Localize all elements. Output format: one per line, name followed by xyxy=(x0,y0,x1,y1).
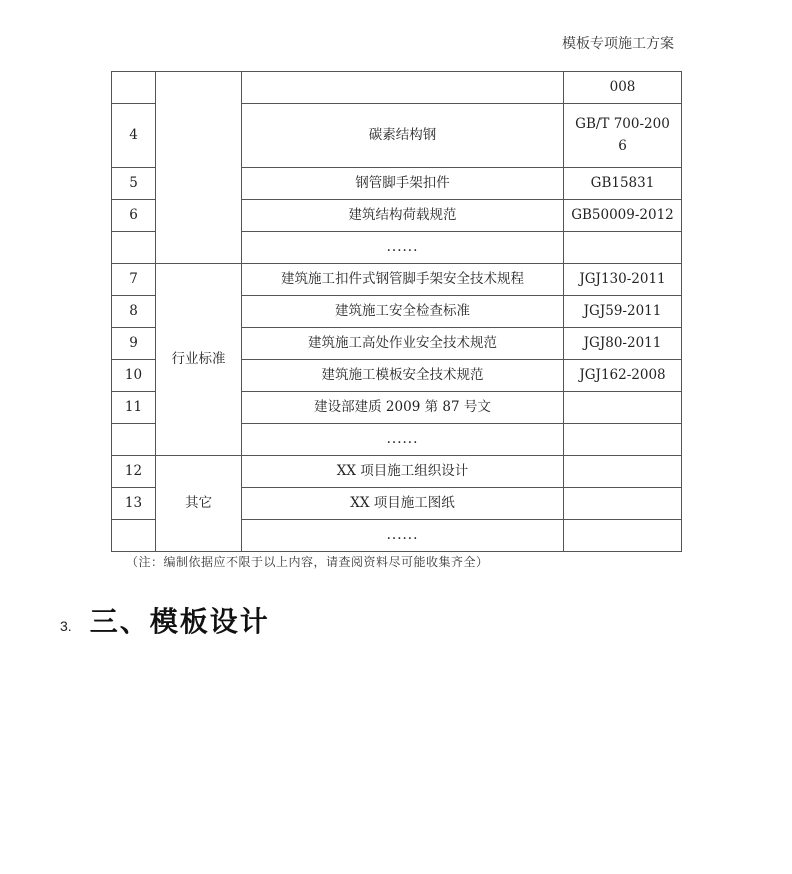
category-other: 其它 xyxy=(156,456,242,552)
standard-code xyxy=(564,392,682,424)
standard-name: 碳素结构钢 xyxy=(242,104,564,168)
row-number: 5 xyxy=(112,168,156,200)
standard-code: JGJ162-2008 xyxy=(564,360,682,392)
standard-name: 建筑施工扣件式钢管脚手架安全技术规程 xyxy=(242,264,564,296)
row-number xyxy=(112,520,156,552)
standard-code xyxy=(564,424,682,456)
standard-name: 钢管脚手架扣件 xyxy=(242,168,564,200)
standard-name: 建筑施工安全检查标准 xyxy=(242,296,564,328)
standard-code xyxy=(564,232,682,264)
standard-code: GB15831 xyxy=(564,168,682,200)
ellipsis-cell: ...... xyxy=(242,424,564,456)
row-number: 12 xyxy=(112,456,156,488)
row-number: 4 xyxy=(112,104,156,168)
section-title: 三、模板设计 xyxy=(89,605,270,638)
standard-code-line2: 6 xyxy=(618,137,627,154)
table-row xyxy=(112,72,682,104)
standard-code xyxy=(564,104,682,168)
standard-name: 建设部建质 2009 第 87 号文 xyxy=(242,392,564,424)
row-number: 8 xyxy=(112,296,156,328)
row-number: 10 xyxy=(112,360,156,392)
table-row xyxy=(112,456,682,488)
standard-code: JGJ130-2011 xyxy=(564,264,682,296)
row-number: 9 xyxy=(112,328,156,360)
page-header-title: 模板专项施工方案 xyxy=(562,36,674,52)
standard-code xyxy=(564,488,682,520)
row-number: 11 xyxy=(112,392,156,424)
row-number xyxy=(112,72,156,104)
row-number xyxy=(112,232,156,264)
standard-code-line1: GB/T 700-200 xyxy=(575,115,670,132)
standard-code: JGJ59-2011 xyxy=(564,296,682,328)
row-number: 7 xyxy=(112,264,156,296)
row-number xyxy=(112,424,156,456)
ellipsis-cell: ...... xyxy=(242,520,564,552)
ellipsis-cell: ...... xyxy=(242,232,564,264)
section-number: 3. xyxy=(60,618,72,634)
standard-code: 008 xyxy=(564,72,682,104)
standard-name xyxy=(242,72,564,104)
standard-code: GB50009-2012 xyxy=(564,200,682,232)
standard-name: 建筑施工高处作业安全技术规范 xyxy=(242,328,564,360)
standard-name: XX 项目施工图纸 xyxy=(242,488,564,520)
standard-name: XX 项目施工组织设计 xyxy=(242,456,564,488)
category-cell-blank xyxy=(156,72,242,264)
standard-code xyxy=(564,456,682,488)
standard-name: 建筑施工模板安全技术规范 xyxy=(242,360,564,392)
category-industry: 行业标准 xyxy=(156,264,242,456)
standards-table xyxy=(111,71,682,552)
standard-code xyxy=(564,520,682,552)
section-heading xyxy=(60,600,270,640)
standard-code: JGJ80-2011 xyxy=(564,328,682,360)
table-note: （注：编制依据应不限于以上内容，请查阅资料尽可能收集齐全） xyxy=(126,555,489,569)
row-number: 6 xyxy=(112,200,156,232)
table-row xyxy=(112,264,682,296)
row-number: 13 xyxy=(112,488,156,520)
standard-name: 建筑结构荷载规范 xyxy=(242,200,564,232)
